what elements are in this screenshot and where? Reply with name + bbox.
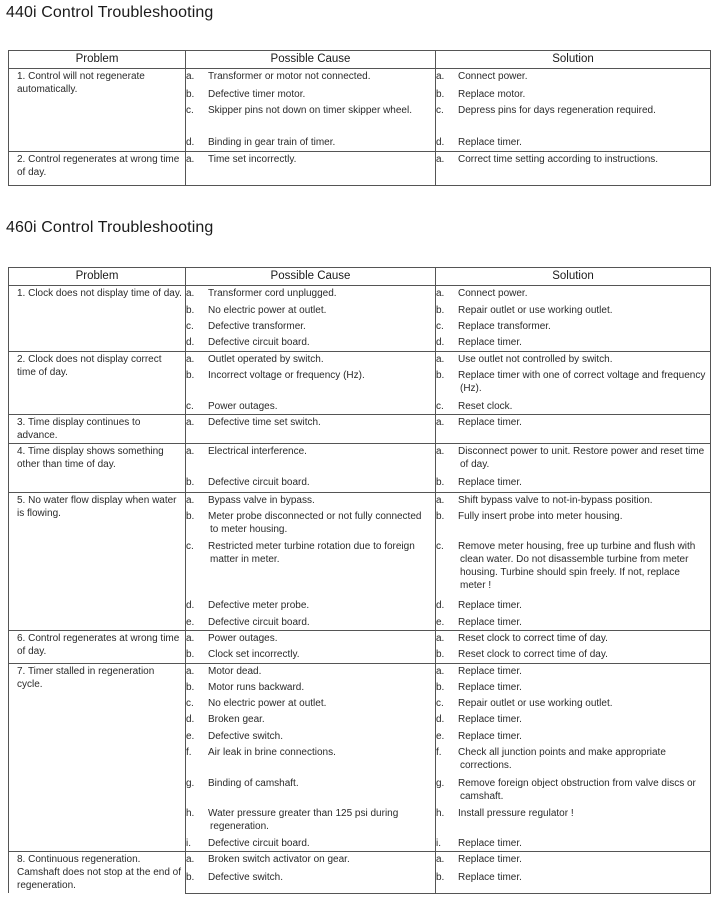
item-marker: d. — [436, 136, 445, 148]
item-marker: a. — [186, 854, 195, 865]
item-marker: h. — [436, 807, 445, 819]
item-marker: d. — [186, 136, 195, 148]
cause-text: Binding of camshaft. — [208, 777, 299, 789]
solution-cell — [436, 303, 711, 319]
cause-text: Time set incorrectly. — [208, 154, 297, 165]
column-header-problem: Problem — [9, 51, 186, 69]
solution-text: Replace motor. — [458, 88, 526, 100]
solution-cell — [436, 368, 711, 399]
item-marker: d. — [186, 713, 195, 725]
item-marker: c. — [186, 320, 194, 332]
cause-cell — [186, 352, 436, 368]
cause-text: No electric power at outlet. — [208, 304, 327, 316]
item-marker: a. — [186, 417, 195, 428]
column-header-problem: Problem — [9, 268, 186, 286]
cause-cell — [186, 647, 436, 664]
item-marker: c. — [186, 540, 194, 552]
item-marker: d. — [436, 599, 445, 611]
cause-cell — [186, 852, 436, 870]
cause-text: Meter probe disconnected or not fully connected to meter housing. — [208, 510, 422, 535]
cause-cell — [186, 368, 436, 399]
item-marker: b. — [436, 681, 445, 693]
cause-text: Defective switch. — [208, 871, 284, 883]
cause-text: Broken switch activator on gear. — [208, 854, 350, 865]
item-marker: b. — [436, 871, 445, 883]
cause-cell — [186, 135, 436, 152]
solution-text: Replace timer. — [458, 599, 522, 611]
troubleshooting-table-460i — [8, 267, 711, 894]
cause-cell — [186, 745, 436, 776]
problem-cell: 2. Control regenerates at wrong time of day. — [9, 152, 186, 186]
item-marker: b. — [186, 369, 195, 381]
problem-cell: 3. Time display continues to advance. — [9, 415, 186, 444]
solution-text: Fully insert probe into meter housing. — [458, 510, 623, 522]
solution-cell — [436, 509, 711, 539]
solution-cell — [436, 539, 711, 598]
solution-cell — [436, 631, 711, 647]
item-marker: a. — [186, 71, 195, 82]
cause-cell — [186, 286, 436, 303]
cause-text: Clock set incorrectly. — [208, 648, 300, 660]
solution-text: Replace timer. — [458, 871, 522, 883]
problem-cell: 1. Clock does not display time of day. — [9, 286, 186, 352]
solution-cell — [436, 152, 711, 186]
solution-cell — [436, 103, 711, 135]
solution-cell — [436, 680, 711, 696]
item-marker: b. — [436, 476, 445, 488]
problem-cell: 7. Timer stalled in regeneration cycle. — [9, 664, 186, 852]
solution-cell — [436, 647, 711, 664]
item-marker: b. — [436, 304, 445, 316]
cause-text: Power outages. — [208, 400, 278, 412]
item-marker: a. — [186, 154, 195, 165]
cause-cell — [186, 539, 436, 598]
section-title-440i: 440i Control Troubleshooting — [6, 4, 214, 21]
table-row — [9, 493, 711, 509]
cause-text: Restricted meter turbine rotation due to foreign matter in meter. — [208, 540, 415, 565]
cause-text: No electric power at outlet. — [208, 697, 327, 709]
cause-text: Bypass valve in bypass. — [208, 495, 315, 506]
solution-cell — [436, 745, 711, 776]
cause-cell — [186, 493, 436, 509]
item-marker: f. — [436, 746, 442, 758]
item-marker: c. — [436, 540, 444, 552]
cause-text: Defective switch. — [208, 730, 284, 742]
solution-text: Replace timer. — [458, 417, 522, 428]
table-row — [9, 352, 711, 368]
solution-text: Disconnect power to unit. Restore power and reset time of day. — [458, 446, 705, 470]
table-row — [9, 286, 711, 303]
item-marker: c. — [436, 104, 444, 116]
cause-cell — [186, 303, 436, 319]
solution-cell — [436, 399, 711, 415]
item-marker: h. — [186, 807, 195, 819]
item-marker: e. — [436, 730, 445, 742]
cause-text: Water pressure greater than 125 psi during regeneration. — [208, 807, 399, 832]
item-marker: a. — [436, 417, 445, 428]
cause-cell — [186, 712, 436, 729]
cause-cell — [186, 69, 436, 87]
item-marker: a. — [436, 154, 445, 165]
cause-cell — [186, 444, 436, 475]
cause-text: Defective time set switch. — [208, 417, 321, 428]
solution-cell — [436, 806, 711, 836]
section-title-460i: 460i Control Troubleshooting — [6, 219, 214, 236]
solution-text: Replace timer. — [458, 136, 522, 148]
item-marker: a. — [436, 854, 445, 865]
cause-cell — [186, 598, 436, 615]
solution-text: Replace timer. — [458, 713, 522, 725]
item-marker: a. — [436, 633, 445, 644]
item-marker: b. — [436, 510, 445, 522]
solution-text: Replace transformer. — [458, 320, 551, 332]
item-marker: c. — [186, 104, 194, 116]
item-marker: b. — [186, 681, 195, 693]
item-marker: b. — [186, 88, 195, 100]
solution-text: Replace timer. — [458, 854, 522, 865]
solution-cell — [436, 598, 711, 615]
cause-text: Air leak in brine connections. — [208, 746, 336, 758]
solution-text: Use outlet not controlled by switch. — [458, 354, 613, 365]
solution-text: Replace timer. — [458, 730, 522, 742]
cause-text: Defective circuit board. — [208, 837, 310, 849]
cause-text: Incorrect voltage or frequency (Hz). — [208, 369, 365, 381]
solution-text: Reset clock to correct time of day. — [458, 648, 608, 660]
item-marker: a. — [186, 446, 195, 457]
item-marker: b. — [186, 510, 195, 522]
table-row — [9, 852, 711, 870]
solution-cell — [436, 776, 711, 806]
item-marker: b. — [436, 648, 445, 660]
cause-cell — [186, 836, 436, 852]
problem-cell: 6. Control regenerates at wrong time of day. — [9, 631, 186, 664]
item-marker: b. — [436, 88, 445, 100]
cause-text: Defective transformer. — [208, 320, 306, 332]
cause-text: Defective circuit board. — [208, 476, 310, 488]
solution-cell — [436, 696, 711, 712]
cause-text: Defective timer motor. — [208, 88, 306, 100]
problem-cell: 4. Time display shows something other than time of day. — [9, 444, 186, 493]
table-row — [9, 444, 711, 475]
item-marker: e. — [186, 616, 195, 628]
solution-cell — [436, 286, 711, 303]
cause-cell — [186, 475, 436, 493]
solution-text: Install pressure regulator ! — [458, 807, 574, 819]
cause-cell — [186, 729, 436, 745]
solution-cell — [436, 836, 711, 852]
cause-text: Broken gear. — [208, 713, 265, 725]
solution-cell — [436, 664, 711, 680]
item-marker: d. — [186, 599, 195, 611]
solution-cell — [436, 615, 711, 631]
item-marker: c. — [436, 400, 444, 412]
item-marker: b. — [186, 476, 195, 488]
solution-text: Replace timer with one of correct voltage and frequency (Hz). — [458, 369, 706, 394]
item-marker: a. — [186, 354, 195, 365]
cause-cell — [186, 335, 436, 352]
item-marker: a. — [436, 495, 445, 506]
solution-text: Replace timer. — [458, 616, 522, 628]
item-marker: e. — [186, 730, 195, 742]
item-marker: g. — [186, 777, 195, 789]
solution-text: Replace timer. — [458, 681, 522, 693]
column-header-cause: Possible Cause — [186, 268, 436, 286]
item-marker: e. — [436, 616, 445, 628]
solution-cell — [436, 135, 711, 152]
solution-text: Repair outlet or use working outlet. — [458, 697, 613, 709]
table-row — [9, 631, 711, 647]
troubleshooting-table-440i — [8, 50, 711, 186]
column-header-solution: Solution — [436, 268, 711, 286]
table-row — [9, 152, 711, 186]
solution-cell — [436, 352, 711, 368]
item-marker: d. — [436, 713, 445, 725]
item-marker: a. — [436, 71, 445, 82]
solution-cell — [436, 335, 711, 352]
problem-cell: 2. Clock does not display correct time of day. — [9, 352, 186, 415]
solution-text: Remove meter housing, free up turbine and flush with clean water. Do not disassemble turbine from meter housing. Turbine should spin freely. If not, replace meter ! — [458, 540, 696, 591]
problem-cell: 1. Control will not regenerate automatically. — [9, 69, 186, 152]
cause-cell — [186, 103, 436, 135]
cause-cell — [186, 152, 436, 186]
cause-text: Defective circuit board. — [208, 616, 310, 628]
solution-text: Reset clock. — [458, 400, 513, 412]
solution-text: Shift bypass valve to not-in-bypass position. — [458, 495, 653, 506]
cause-text: Binding in gear train of timer. — [208, 136, 336, 148]
item-marker: d. — [186, 336, 195, 348]
cause-text: Transformer cord unplugged. — [208, 288, 337, 299]
cause-cell — [186, 509, 436, 539]
cause-cell — [186, 664, 436, 680]
problem-cell: 8. Continuous regeneration. Camshaft does not stop at the end of regeneration. — [9, 852, 186, 894]
item-marker: b. — [186, 871, 195, 883]
solution-cell — [436, 852, 711, 870]
solution-text: Replace timer. — [458, 837, 522, 849]
item-marker: a. — [436, 666, 445, 677]
solution-text: Replace timer. — [458, 336, 522, 348]
item-marker: b. — [436, 369, 445, 381]
solution-text: Connect power. — [458, 288, 528, 299]
cause-text: Power outages. — [208, 633, 278, 644]
item-marker: d. — [436, 336, 445, 348]
solution-cell — [436, 729, 711, 745]
cause-cell — [186, 319, 436, 335]
solution-cell — [436, 493, 711, 509]
solution-text: Reset clock to correct time of day. — [458, 633, 608, 644]
solution-text: Correct time setting according to instructions. — [458, 154, 659, 165]
column-header-cause: Possible Cause — [186, 51, 436, 69]
cause-cell — [186, 776, 436, 806]
table-row — [9, 664, 711, 680]
item-marker: c. — [186, 400, 194, 412]
cause-text: Outlet operated by switch. — [208, 354, 324, 365]
item-marker: c. — [186, 697, 194, 709]
table-row — [9, 69, 711, 87]
solution-cell — [436, 870, 711, 893]
cause-text: Motor runs backward. — [208, 681, 305, 693]
item-marker: a. — [186, 288, 195, 299]
item-marker: a. — [436, 288, 445, 299]
solution-cell — [436, 712, 711, 729]
item-marker: a. — [186, 495, 195, 506]
solution-text: Replace timer. — [458, 666, 522, 677]
item-marker: f. — [186, 746, 192, 758]
table-row — [9, 415, 711, 444]
solution-text: Repair outlet or use working outlet. — [458, 304, 613, 316]
item-marker: c. — [436, 320, 444, 332]
cause-text: Skipper pins not down on timer skipper wheel. — [208, 104, 412, 116]
cause-text: Transformer or motor not connected. — [208, 71, 371, 82]
item-marker: i. — [436, 837, 441, 849]
cause-text: Defective circuit board. — [208, 336, 310, 348]
cause-cell — [186, 696, 436, 712]
item-marker: b. — [186, 648, 195, 660]
item-marker: a. — [186, 633, 195, 644]
cause-text: Motor dead. — [208, 666, 262, 677]
item-marker: a. — [186, 666, 195, 677]
solution-text: Replace timer. — [458, 476, 522, 488]
solution-cell — [436, 69, 711, 87]
solution-text: Check all junction points and make appropriate corrections. — [458, 746, 666, 771]
column-header-solution: Solution — [436, 51, 711, 69]
solution-text: Remove foreign object obstruction from valve discs or camshaft. — [458, 777, 696, 802]
cause-cell — [186, 415, 436, 444]
item-marker: g. — [436, 777, 445, 789]
cause-text: Electrical interference. — [208, 446, 307, 457]
solution-cell — [436, 415, 711, 444]
solution-text: Depress pins for days regeneration required. — [458, 104, 656, 116]
item-marker: a. — [436, 446, 445, 457]
item-marker: c. — [436, 697, 444, 709]
item-marker: a. — [436, 354, 445, 365]
solution-cell — [436, 475, 711, 493]
cause-cell — [186, 399, 436, 415]
cause-cell — [186, 631, 436, 647]
cause-cell — [186, 615, 436, 631]
cause-cell — [186, 87, 436, 103]
solution-text: Connect power. — [458, 71, 528, 82]
solution-cell — [436, 319, 711, 335]
cause-text: Defective meter probe. — [208, 599, 310, 611]
problem-cell: 5. No water flow display when water is flowing. — [9, 493, 186, 631]
cause-cell — [186, 870, 436, 893]
cause-cell — [186, 806, 436, 836]
item-marker: i. — [186, 837, 191, 849]
cause-cell — [186, 680, 436, 696]
item-marker: b. — [186, 304, 195, 316]
solution-cell — [436, 87, 711, 103]
solution-cell — [436, 444, 711, 475]
